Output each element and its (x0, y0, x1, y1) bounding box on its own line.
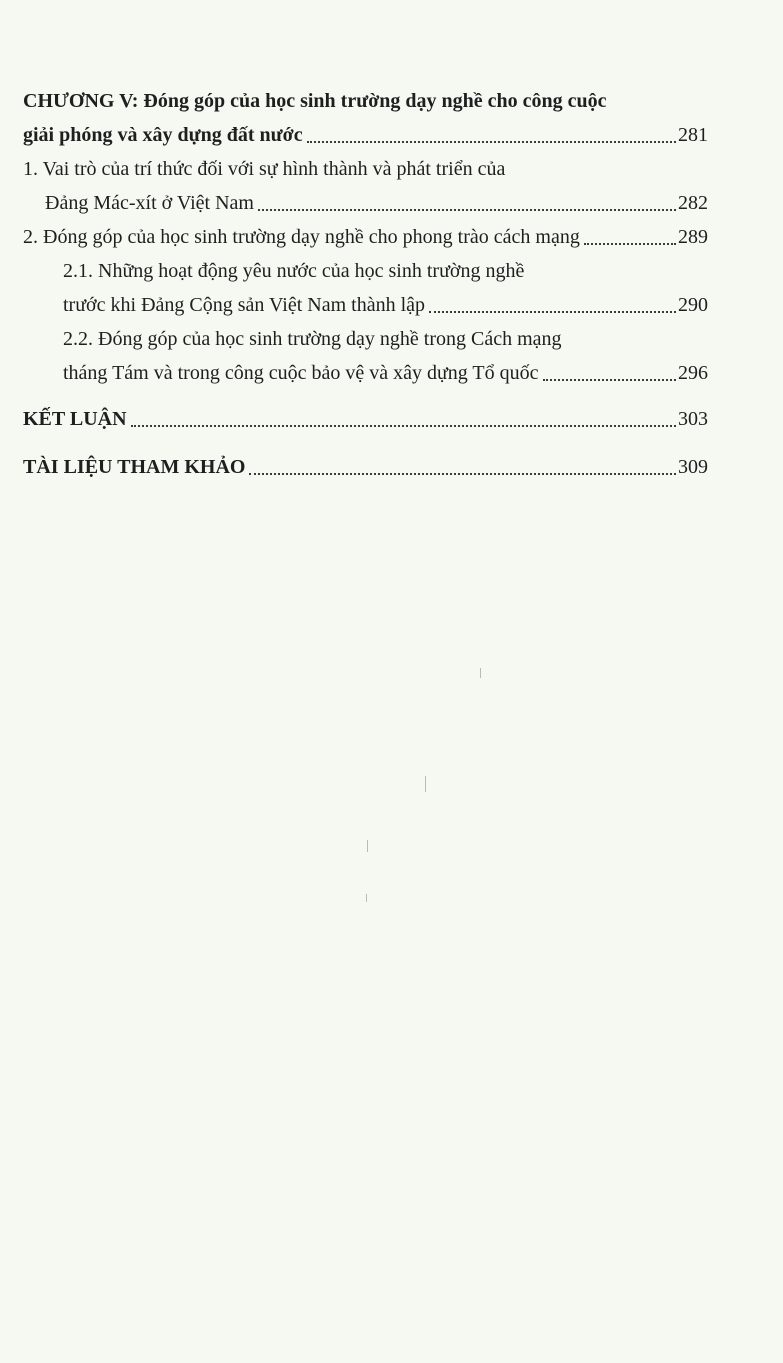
references-entry (23, 450, 708, 484)
section-2-1-line-2 (23, 288, 708, 322)
section-2-1-page-number: 290 (678, 294, 708, 316)
section-2-title: 2. Đóng góp của học sinh trường dạy nghề cho phong trào cách mạng (23, 226, 580, 248)
references-line (23, 450, 708, 484)
paper-speck (480, 668, 481, 678)
chapter-v-entry (23, 84, 708, 152)
dot-leader (249, 472, 676, 475)
conclusion-title: KẾT LUẬN (23, 408, 127, 430)
section-2-line-1 (23, 220, 708, 254)
section-1-line-1 (23, 152, 708, 186)
section-2-2-line-1 (23, 322, 708, 356)
section-2-2-page-number: 296 (678, 362, 708, 384)
paper-speck (366, 894, 367, 902)
table-of-contents (23, 84, 708, 484)
section-2-2-line-2 (23, 356, 708, 390)
conclusion-line (23, 402, 708, 436)
dot-leader (258, 208, 676, 211)
section-2-entry (23, 220, 708, 254)
section-1-title-line-1: 1. Vai trò của trí thức đối với sự hình thành và phát triển của (23, 158, 506, 180)
dot-leader (429, 310, 676, 313)
chapter-v-line-2 (23, 118, 708, 152)
chapter-v-line-1 (23, 84, 708, 118)
conclusion-entry (23, 402, 708, 436)
section-1-line-2 (23, 186, 708, 220)
section-1-title-line-2: Đảng Mác-xít ở Việt Nam (45, 192, 254, 214)
section-2-2-title-line-2: tháng Tám và trong công cuộc bảo vệ và xây dựng Tổ quốc (63, 362, 539, 384)
references-title: TÀI LIỆU THAM KHẢO (23, 456, 246, 478)
section-1-entry (23, 152, 708, 220)
paper-speck (367, 840, 368, 852)
section-2-1-entry (23, 254, 708, 322)
section-2-1-title-line-2: trước khi Đảng Cộng sản Việt Nam thành lập (63, 294, 426, 316)
section-1-page-number: 282 (678, 192, 708, 214)
dot-leader (131, 424, 676, 427)
section-2-1-line-1 (23, 254, 708, 288)
chapter-v-title-line-2: giải phóng và xây dựng đất nước (23, 124, 303, 146)
conclusion-page-number: 303 (678, 408, 708, 430)
section-2-2-title-line-1: 2.2. Đóng góp của học sinh trường dạy nghề trong Cách mạng (63, 328, 562, 350)
references-page-number: 309 (678, 456, 708, 478)
section-2-1-title-line-1: 2.1. Những hoạt động yêu nước của học sinh trường nghề (63, 260, 525, 282)
dot-leader (543, 378, 676, 381)
chapter-v-page-number: 281 (678, 124, 708, 146)
chapter-v-title-line-1: CHƯƠNG V: Đóng góp của học sinh trường dạy nghề cho công cuộc (23, 90, 607, 112)
dot-leader (307, 140, 676, 143)
section-2-2-entry (23, 322, 708, 390)
paper-speck (425, 776, 426, 792)
section-2-page-number: 289 (678, 226, 708, 248)
dot-leader (584, 242, 676, 245)
